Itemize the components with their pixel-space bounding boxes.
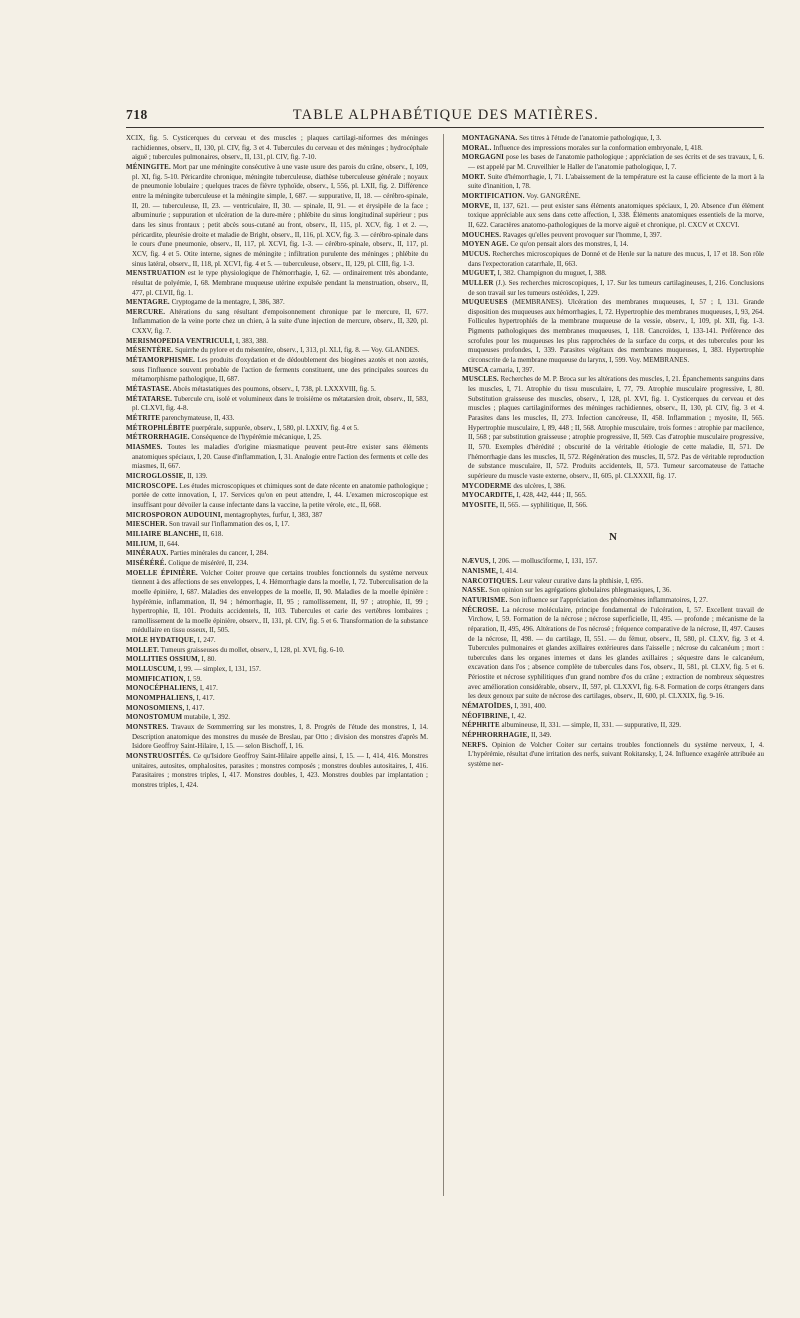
index-entry <box>462 269 764 279</box>
entry-term: MOELLE ÉPINIÈRE. <box>126 568 198 577</box>
index-entry <box>462 192 764 202</box>
entry-text: des ulcères, I, 386. <box>513 481 566 490</box>
entry-text: I, 428, 442, 444 ; II, 565. <box>516 491 587 500</box>
entry-text: I, 59. <box>187 674 202 683</box>
index-entry <box>126 337 428 347</box>
column-divider <box>443 134 444 1196</box>
running-title: TABLE ALPHABÉTIQUE DES MATIÈRES. <box>292 107 600 123</box>
entry-term: MUQUEUSES <box>462 298 508 307</box>
entry-text: Son travail sur l'inflammation des os, I, 17. <box>168 520 290 529</box>
index-entry <box>462 366 764 376</box>
entry-text: I, 206. — molluscïforme, I, 131, 157. <box>492 557 598 566</box>
index-entry <box>126 559 428 569</box>
entry-term: MONSTRUOSITÉS. <box>126 752 191 760</box>
entry-text: Mort par une méningite consécutive à une vaste usure des parois du crâne, observ., I, 109, pl. XI, fig. 5-10. Péricardite chronique, méningite tuberculeuse, diathèse tuberculeuse générale ; noyaux de pneumonie lobulaire ; quelques traces de fièvre typhoïde, observ., I, 556, pl. LXII, fig. 2. Différence entre la méningite tuberculeuse et la méningite simple, I, 687. — suppurative, II, 18. — cérébro-spinale, II, 20. — tuberculeuse, II, 23. — ventriculaire, II, 30. — spinale, II, 91. — et érysipèle de la face ; albuminurie ; suppuration et ulcération de la dure-mère ; phlébite du sinus longitudinal supérieur ; pus dans les sinus frontaux ; petit abcès sous-cutané au front, observ., II, 115, pl. XCV, fig. 1 et 2. —, péricardite, pleurésie droite et maladie de Bright, observ., II, 116, pl. XCV, fig. 3. — cérébro-spinale dans le cours d'une pneumonie, observ., II, 117, pl. XCVI, fig. 1-3. — cérébro-spinale, observ., II, 117, pl. XCV, fig. 4 et 5. Otite interne, signes de méningite ; infiltration purulente des méninges ; phlébite du sinus latéral, observ., II, 118, pl. XCVI, fig. 4 et 5. — tuberculeuse, observ., II, 129, pl. CIII, fig. 1-3. <box>132 162 429 268</box>
entry-text: Influence des impressions morales sur la conformation embryonale, I, 418. <box>493 143 703 152</box>
entry-term: MORVE, <box>462 201 492 210</box>
index-entry <box>126 752 428 791</box>
entry-text: pose les bases de l'anatomie pathologique ; appréciation de ses écrits et de ses travaux, I, 6. — est appelé par M. Cruveilhier le Haller de l'anatomie pathologique, I, 7. <box>468 153 765 171</box>
entry-term: MIASMES. <box>126 443 163 451</box>
entry-text: I, 414. <box>499 566 518 575</box>
entry-text: Tubercule cru, isolé et volumineux dans le troisième os métatarsien droit, observ., II, 583, pl. CLXVI, fig. 4-8. <box>132 394 428 413</box>
entry-text: I, 382. Champignon du muguet, I, 388. <box>497 269 607 278</box>
entry-term: MONOSTOMUM <box>126 713 183 722</box>
entry-text: Son opinion sur les agrégations globulaires phlegmasiques, I, 36. <box>488 586 672 595</box>
index-entry <box>462 721 764 731</box>
entry-text: est le type physiologique de l'hémorrhagie, I, 62. — ordinairement très abondante, résultat de polyémie, I, 68. Membrane muqueuse utérine expulsée pendant la menstruation, observ., II, 477, pl. CLVII, fig. 1. <box>132 269 429 297</box>
entry-term: NÆVUS, <box>462 557 491 566</box>
index-entry <box>126 134 428 163</box>
entry-text: La nécrose moléculaire, principe fondamental de l'ulcération, I, 57. Excellent travail de Virchow, I, 59. Formation de la nécrose ; nécrose superficielle, II, 495. — profonde ; mécanisme de la réparation, II, 495, 496. Altérations de l'os nécrosé ; fréquence comparative de la nécrose, II, 497. Causes de la nécrose, II, 498. — du cartilage, II, 551. — du fémur, observ., II, 580, pl. CLXV, fig. 3 et 4. Tubercules pulmonaires et glandes axillaires extérieures dans l'aisselle ; nécrose du calcanéum ; mort : tubercules dans les organes internes et dans les glandes axillaires ; séquestre dans le calcanéum, excavation dans l'os ; absence complète de tubercules dans l'os, observ., II, 581, pl. CLXV, fig. 5 et 6. Périostite et nécrose syphilitiques d'un grand nombre d'os du crâne ; extraction de nombreux séquestres avec amélioration considérable, observ., II, 597, pl. CLXXVI, fig. 6-8. Formation de corps étrangers dans les deux genoux par suite de nécrose des cartilages, observ., II, 600, pl. CLXXIX, fig. 9-16. <box>468 605 765 701</box>
entry-text: I, 417. <box>196 694 215 703</box>
entry-term: MÉTROPHLÉBITE <box>126 423 191 432</box>
index-entry <box>462 240 764 250</box>
entry-term: MYOSITE, <box>462 500 499 509</box>
index-entry <box>462 134 764 144</box>
index-entry <box>126 433 428 443</box>
entry-text: Volcher Coiter prouve que certains troubles fonctionnels du système nerveux tiennent à des affections de ses enveloppes, I, 4. Hémorrhagie dans la moelle, I, 72. Tuberculisation de la moelle épinière, I, 687. Maladies des enveloppes de la moelle, II, 90. Maladies de la moelle épinière : hypérémie, inflammation, II, 94 ; hémorrhagie, II, 95 ; ramollissement, II, 97 ; atrophie, II, 99 ; hypertrophie, II, 101. Produits accidentels, II, 103. Tubercules et carie des vertèbres lombaires ; ramollissement de la moelle épinière, observ., II, 131, pl. CIV, fig. 5 et 6. Transformation de la substance médullaire en tissu osseux, II, 505. <box>132 568 429 635</box>
entry-text: Toutes les maladies d'origine miasmatique peuvent peut-être exister sans éléments anatomiques spéciaux, I, 20. Cause d'inflammation, I, 31. Analogie entre l'action des ferments et celle des miasmes, II, 667. <box>132 443 429 471</box>
entry-text: I, 417. <box>186 703 205 712</box>
entry-text: I, 247. <box>197 636 216 645</box>
entry-term: MICROSPORON AUDOUINI, <box>126 510 223 519</box>
index-entry <box>462 557 764 567</box>
index-entry <box>126 482 428 511</box>
index-entry <box>126 163 428 269</box>
index-entry <box>462 702 764 712</box>
entry-text: puerpérale, suppurée, observ., I, 580, pl. LXXIV, fig. 4 et 5. <box>191 423 359 432</box>
section-letter-n: N <box>609 530 617 543</box>
entry-term: NANISME, <box>462 566 499 575</box>
entry-term: MISÉRÉRÉ. <box>126 558 167 567</box>
entry-text: II, 139. <box>187 471 208 480</box>
index-entry <box>126 443 428 472</box>
entry-text: mentagrophytes, furfur, I, 383, 387 <box>224 510 323 519</box>
entry-text: Abcès métastatiques des poumons, observ., I, 738, pl. LXXXVIII, fig. 5. <box>172 385 376 394</box>
index-entry <box>126 424 428 434</box>
entry-term: MILIAIRE BLANCHE, <box>126 529 201 538</box>
entry-text: (J.). Ses recherches microscopiques, I, 17. Sur les tumeurs cartilagineuses, I, 216. Conclusions de son travail sur les tumeurs ostéoïdes, I, 229. <box>468 278 764 297</box>
index-entry <box>126 655 428 665</box>
entry-text: mutabile, I, 392. <box>183 713 231 722</box>
index-entry <box>126 684 428 694</box>
entry-term: MUGUET, <box>462 269 496 278</box>
index-entry <box>126 549 428 559</box>
entry-text: II, 618. <box>202 529 224 538</box>
entry-term: MORAL. <box>462 143 492 152</box>
entry-term: NÉPHRITE <box>462 721 500 730</box>
entry-text: Suite d'hémorrhagie, I, 71. L'abaissement de la température est la cause efficiente de la mort à la suite d'inanition, I, 78. <box>468 172 764 191</box>
entry-term: MONOSOMIENS, <box>126 703 185 712</box>
entry-term: MICROGLOSSIE, <box>126 471 186 480</box>
index-entry <box>126 520 428 530</box>
index-entry <box>126 356 428 385</box>
entry-term: NÉCROSE. <box>462 605 499 614</box>
entry-term: MÉNINGITE. <box>126 162 171 171</box>
entry-term: NARCOTIQUES. <box>462 576 518 585</box>
entry-text: II, 349. <box>531 731 552 740</box>
entry-term: MONOCÉPHALIENS, <box>126 684 199 693</box>
entry-term: MONSTRES. <box>126 723 169 732</box>
index-entry <box>462 202 764 231</box>
index-entry <box>126 694 428 704</box>
index-entry <box>126 346 428 356</box>
entry-term: NÉOFIBRINE, <box>462 711 510 720</box>
entry-text: Les études microscopiques et chimiques sont de date récente en anatomie pathologique ; portée de cette innovation, I, 17. Services qu'on en peut attendre, I, 44. L'examen microscopique est insuffisant pour dévoiler la cause infectante dans la vaccine, la petite vérole, etc., II, 668. <box>132 481 428 509</box>
index-entry <box>126 636 428 646</box>
entry-term: MOMIFICATION, <box>126 674 186 683</box>
index-entry <box>126 569 428 637</box>
entry-term: MUCUS. <box>462 249 491 258</box>
index-entry <box>126 646 428 656</box>
index-entry <box>462 606 764 703</box>
index-entry <box>462 231 764 241</box>
index-entry <box>462 279 764 298</box>
entry-text: I, 42. <box>511 711 527 720</box>
entry-term: MENSTRUATION <box>126 269 186 278</box>
index-entry <box>462 741 764 770</box>
entry-term: MONTAGNANA. <box>462 134 518 142</box>
entry-text: I, 80. <box>201 655 217 664</box>
entry-term: MORGAGNI <box>462 153 505 162</box>
entry-text: Leur valeur curative dans la phthisie, I, 695. <box>519 576 644 585</box>
index-entry <box>126 723 428 752</box>
section-n-entries <box>462 557 764 769</box>
entry-term: MOLLET. <box>126 645 160 654</box>
entry-term: MICROSCOPE. <box>126 481 178 490</box>
entry-term: MUSCA <box>462 365 489 374</box>
index-entry <box>462 596 764 606</box>
entry-term: NATURISME. <box>462 595 508 604</box>
entry-text: Ravages qu'elles peuvent provoquer sur l'homme, I, 397. <box>502 230 662 239</box>
index-entry <box>462 375 764 481</box>
entry-text: carnaria, I, 397. <box>490 365 535 374</box>
index-entry <box>462 298 764 366</box>
index-entry <box>126 511 428 521</box>
entry-text: Parties minérales du cancer, I, 284. <box>170 549 269 558</box>
section-m-entries <box>462 134 764 511</box>
index-entry <box>126 269 428 298</box>
entry-text: Tumeurs graisseuses du mollet, observ., I, 128, pl. XVI, fig. 6-10. <box>160 645 345 654</box>
index-entry <box>462 586 764 596</box>
index-entry <box>126 704 428 714</box>
entry-text: albumineuse, II, 331. — simple, II, 331. — suppurative, II, 329. <box>501 721 681 730</box>
entry-text: Voy. GANGRÈNE. <box>526 191 581 200</box>
entry-term: MONOMPHALIENS, <box>126 694 195 703</box>
entry-term: MYOCARDITE, <box>462 491 515 500</box>
entry-text: Recherches de M. P. Broca sur les altérations des muscles, I, 21. Épanchements sanguins dans les muscles, I, 71. Atrophie du tissu musculaire, I, 77, 79. Atrophie musculaire progressive, I, 80. Substitution graisseuse des muscles, observ., I, 128, pl. XVI, fig. 1. Cysticerques du cerveau et des muscles ; plaques cartilaginiformes des méninges rachidiennes, observ., II, 130, pl. CIV, fig. 3 et 4. Parasites dans les muscles, II, 273. Infection cancéreuse, II, 458. Inflammation ; myosite, II, 565. Hypertrophie musculaire, I, 89, 448 ; II, 568. Atrophie musculaire, trois formes : atrophie par macilence, II, 568 ; par substitution graisseuse ; atrophie progressive, II, 569. Cas d'atrophie musculaire progressive, II, 570. Exemples d'hérédité ; obscurité de la véritable étiologie de cette maladie, II, 571. De l'hémorrhagie dans les muscles, II, 572. Régénération des muscles, II, 572. Pas de véritable reproduction de substance musculaire, II, 572. Produits accidentels, II, 573. Tumeur sarcomateuse de l'attache supérieure du muscle vaste externe, observ., II, 605, pl. CLXXXII, fig. 17. <box>468 375 764 480</box>
entry-term: MÉTASTASE. <box>126 385 172 394</box>
entry-text: (MEMBRANES). Ulcération des membranes muqueuses, I, 57 ; I, 131. Grande disposition des muqueuses aux hémorrhagies, I, 72. Hypertrophie des membranes muqueuses, I, 93, 264. Follicules hypertrophiés de la membrane muqueuse de la vessie, observ., I, 109, pl. XII, fig. 1-3. Pigments pathologiques des membranes muqueuses, I, 118. Cancroïdes, I, 133-141. Préférence des scrofules pour les muqueuses les plus rapprochées de la surface du corps, et des tubercules pour les muqueuses profondes, I, 339. Parasites végétaux des membranes muqueuses, I, 383. Hypertrophie circonscrite de la membrane muqueuse du larynx, I, 599. Voy. MEMBRANES. <box>468 298 765 365</box>
index-entry <box>462 567 764 577</box>
entry-text: Les produits d'oxydation et de dédoublement des biogènes azotés et non azotés, sous l'influence souvent probable de l'action de ferments constituent, une des principales sources du métamorphisme pathologique, II, 687. <box>132 356 429 384</box>
entry-term: MIESCHER. <box>126 520 168 529</box>
entry-term: MERISMOPEDIA VENTRICULI, <box>126 336 235 345</box>
entry-text: II, 565. — syphilitique, II, 566. <box>499 500 588 509</box>
index-entry <box>126 414 428 424</box>
index-entry <box>462 482 764 492</box>
entry-term: MÉTRORRHAGIE. <box>126 433 190 442</box>
entry-term: MÉSENTÈRE. <box>126 346 174 355</box>
entry-term: MORT. <box>462 172 486 181</box>
entry-text: Colique de miséréré, II, 234. <box>168 558 249 567</box>
entry-term: MOLLITIES OSSIUM, <box>126 655 200 664</box>
entry-term: NERFS. <box>462 740 488 749</box>
entry-term: MÉTAMORPHISME. <box>126 356 196 365</box>
index-entry <box>126 713 428 723</box>
entry-text: Cryptogame de la mentagre, I, 386, 387. <box>171 298 285 307</box>
entry-term: NASSE. <box>462 586 488 595</box>
index-entry <box>126 540 428 550</box>
entry-text: XCIX, fig. 5. Cysticerques du cerveau et des muscles ; plaques cartilagi-niformes des méninges rachidiennes, observ., II, 130, pl. CIV, fig. 3 et 4. Tubercules du cerveau et des méninges ; hydrocéphale aiguë ; tubercules pulmonaires, observ., II, 131, pl. CIV, fig. 7-10. <box>126 134 428 162</box>
entry-text: Conséquence de l'hypérémie mécanique, I, 25. <box>191 433 322 442</box>
page-header <box>126 107 764 125</box>
index-entry <box>462 491 764 501</box>
entry-term: MUSCLES. <box>462 375 499 384</box>
index-entry <box>462 173 764 192</box>
index-entry <box>126 395 428 414</box>
entry-text: Son influence sur l'appréciation des phénomènes inflammatoires, I, 27. <box>509 595 708 604</box>
entry-term: MOUCHES. <box>462 230 502 239</box>
entry-text: Squirrhe du pylore et du mésentère, observ., I, 313, pl. XLI, fig. 8. — Voy. GLANDES. <box>174 346 420 355</box>
index-entry <box>462 501 764 511</box>
index-entry <box>462 250 764 269</box>
entry-term: MORTIFICATION. <box>462 191 525 200</box>
entry-text: Opinion de Volcher Coiter sur certains troubles fonctionnels du système nerveux, I, 4. L'hypérémie, résultat d'une irritation des nerfs, suivant Rokitansky, I, 24. Influence exagérée attribuée au système ner- <box>468 740 765 769</box>
index-entry <box>462 577 764 587</box>
index-entry <box>462 712 764 722</box>
entry-text: Travaux de Sœmmerring sur les monstres, I, 8. Progrès de l'étude des monstres, I, 14. Description anatomique des monstres du musée de Breslau, par Otto ; division des monstres d'après M. Isidore Geoffroy Saint-Hilaire, I, 15. — selon Bischoff, I, 16. <box>132 723 429 751</box>
entry-term: MOYEN AGE. <box>462 240 509 249</box>
index-entry <box>126 472 428 482</box>
index-entry <box>462 153 764 172</box>
entry-term: MOLE HYDATIQUE, <box>126 636 196 645</box>
index-entry <box>126 298 428 308</box>
entry-term: NÉMATOÏDES, <box>462 702 513 711</box>
entry-term: MÉTRITE <box>126 414 161 423</box>
index-entry <box>462 731 764 741</box>
left-column <box>126 134 428 791</box>
entry-term: MILIUM, <box>126 539 158 548</box>
entry-term: MERCURE. <box>126 307 166 316</box>
index-entry <box>126 530 428 540</box>
index-entry <box>126 385 428 395</box>
entry-term: MOLLUSCUM, <box>126 665 177 674</box>
entry-term: MINÉRAUX. <box>126 549 169 558</box>
entry-text: II, 644. <box>158 539 180 548</box>
entry-text: Ce qu'on pensait alors des monstres, I, 14. <box>510 240 629 249</box>
entry-text: Recherches microscopiques de Donné et de Henle sur la nature des mucus, I, 17 et 18. Son rôle dans l'expectoration catarrhale, II, 663. <box>468 249 765 268</box>
index-entry <box>126 665 428 675</box>
entry-text: parenchymateuse, II, 433. <box>161 414 235 423</box>
entry-text: Ce qu'Isidore Geoffroy Saint-Hilaire appelle ainsi, I, 15. — I, 414, 416. Monstres unitaires, autosites, omphalosites, parasites ; monstres composés ; monstres doubles autositaires, I, 416. Parasitaires ; monstres triples, I, 417. Monstres doubles, I, 423. Monstres doubles par implantation ; monstres triples, I, 424. <box>132 752 428 789</box>
index-entry <box>126 675 428 685</box>
entry-text: Altérations du sang résultant d'empoisonnement chronique par le mercure, II, 677. Inflammation de la veine porte chez un chien, à la suite d'une injection de mercure, observ., II, 320, pl. CXXV, fig. 7. <box>132 307 428 336</box>
entry-text: II, 137, 621. — peut exister sans éléments anatomiques spéciaux, I, 20. Absence d'un élément toxique appréciable aux sens dans cette affection, I, 338. Éléments anatomiques essentiels de la morve, II, 622. Caractères anatomo-pathologiques de la morve aiguë et chronique, pl. CXCV et CXCVI. <box>468 201 765 229</box>
index-entry <box>126 308 428 337</box>
entry-text: I, 383, 388. <box>235 336 268 345</box>
header-rule <box>126 127 764 128</box>
index-entry <box>462 144 764 154</box>
entry-term: NÉPHRORRHAGIE, <box>462 731 530 740</box>
entry-text: Ses titres à l'étude de l'anatomie pathologique, I, 3. <box>519 134 662 142</box>
entry-text: I, 391, 400. <box>514 702 547 711</box>
entry-text: I, 417. <box>199 684 218 693</box>
entry-term: MENTAGRE. <box>126 298 170 307</box>
right-column <box>462 134 764 770</box>
entry-term: MYCODERME <box>462 481 512 490</box>
entry-term: MÉTATARSE. <box>126 394 173 403</box>
page-number: 718 <box>126 107 148 122</box>
entry-text: I, 99. — simplex, I, 131, 157. <box>178 665 261 674</box>
entry-term: MULLER <box>462 278 494 287</box>
